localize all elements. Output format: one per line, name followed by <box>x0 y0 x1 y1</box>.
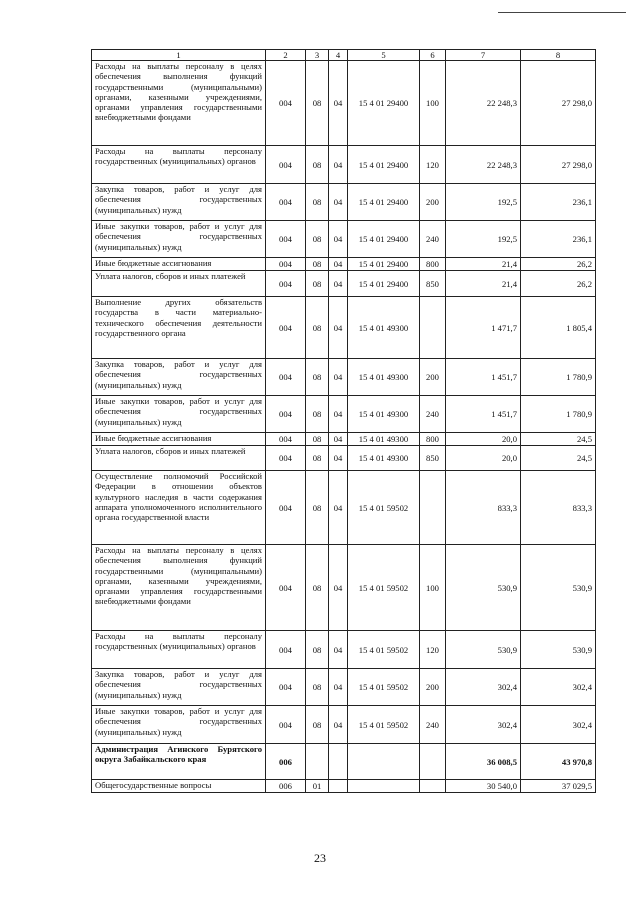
amount-col-7: 22 248,3 <box>446 61 521 146</box>
amount-col-7: 192,5 <box>446 184 521 221</box>
section-code: 01 <box>306 780 329 793</box>
section-code: 08 <box>306 271 329 297</box>
amount-col-7: 22 248,3 <box>446 146 521 184</box>
section-code: 08 <box>306 146 329 184</box>
section-code: 08 <box>306 359 329 396</box>
department-code: 004 <box>266 706 306 744</box>
table-row <box>92 631 596 669</box>
amount-col-8: 833,3 <box>521 471 596 545</box>
amount-col-7: 36 008,5 <box>446 744 521 780</box>
amount-col-8: 302,4 <box>521 706 596 744</box>
amount-col-8: 236,1 <box>521 184 596 221</box>
target-article-code: 15 4 01 29400 <box>348 271 420 297</box>
table-row <box>92 669 596 706</box>
section-code: 08 <box>306 221 329 258</box>
expense-name: Расходы на выплаты персоналу государственных (муниципальных) органов <box>92 146 266 184</box>
subsection-code: 04 <box>329 221 348 258</box>
table-row <box>92 359 596 396</box>
expense-name: Уплата налогов, сборов и иных платежей <box>92 271 266 297</box>
expense-name: Расходы на выплаты персоналу государственных (муниципальных) органов <box>92 631 266 669</box>
subsection-code <box>329 744 348 780</box>
header-col-6: 6 <box>420 50 446 61</box>
department-code: 006 <box>266 744 306 780</box>
section-code: 08 <box>306 258 329 271</box>
target-article-code: 15 4 01 49300 <box>348 359 420 396</box>
department-code: 004 <box>266 221 306 258</box>
subsection-code: 04 <box>329 396 348 433</box>
amount-col-7: 530,9 <box>446 545 521 631</box>
target-article-code: 15 4 01 59502 <box>348 631 420 669</box>
amount-col-8: 26,2 <box>521 271 596 297</box>
department-code: 004 <box>266 359 306 396</box>
expense-name: Иные закупки товаров, работ и услуг для обеспечения государственных (муниципальных) нужд <box>92 396 266 433</box>
department-code: 004 <box>266 545 306 631</box>
target-article-code: 15 4 01 29400 <box>348 61 420 146</box>
table-row <box>92 545 596 631</box>
expense-name: Расходы на выплаты персоналу в целях обеспечения выполнения функций государственными (муниципальными) органами, казенными учреждениями, органами управления государственными внебюджетными фондами <box>92 61 266 146</box>
table-row <box>92 221 596 258</box>
subsection-code: 04 <box>329 271 348 297</box>
target-article-code: 15 4 01 29400 <box>348 146 420 184</box>
expense-type-code: 200 <box>420 669 446 706</box>
expense-type-code: 850 <box>420 446 446 471</box>
subsection-code: 04 <box>329 471 348 545</box>
table-row <box>92 446 596 471</box>
department-code: 004 <box>266 297 306 359</box>
department-code: 004 <box>266 471 306 545</box>
target-article-code: 15 4 01 59502 <box>348 669 420 706</box>
expense-type-code: 800 <box>420 258 446 271</box>
amount-col-7: 833,3 <box>446 471 521 545</box>
target-article-code: 15 4 01 29400 <box>348 184 420 221</box>
section-code: 08 <box>306 184 329 221</box>
amount-col-7: 1 451,7 <box>446 396 521 433</box>
amount-col-7: 20,0 <box>446 446 521 471</box>
expense-type-code <box>420 780 446 793</box>
expense-name: Иные закупки товаров, работ и услуг для обеспечения государственных (муниципальных) нужд <box>92 221 266 258</box>
table-row <box>92 706 596 744</box>
amount-col-8: 1 780,9 <box>521 396 596 433</box>
expense-name: Иные бюджетные ассигнования <box>92 258 266 271</box>
department-code: 004 <box>266 258 306 271</box>
subsection-code: 04 <box>329 146 348 184</box>
department-code: 004 <box>266 61 306 146</box>
section-code: 08 <box>306 471 329 545</box>
expense-type-code: 200 <box>420 184 446 221</box>
subsection-code: 04 <box>329 631 348 669</box>
expense-name: Администрация Агинского Бурятского округа Забайкальского края <box>92 744 266 780</box>
amount-col-8: 236,1 <box>521 221 596 258</box>
amount-col-7: 21,4 <box>446 258 521 271</box>
section-code: 08 <box>306 545 329 631</box>
header-col-7: 7 <box>446 50 521 61</box>
department-code: 006 <box>266 780 306 793</box>
subsection-code: 04 <box>329 184 348 221</box>
section-code: 08 <box>306 433 329 446</box>
subsection-code: 04 <box>329 446 348 471</box>
expense-type-code: 120 <box>420 631 446 669</box>
target-article-code: 15 4 01 59502 <box>348 706 420 744</box>
amount-col-8: 43 970,8 <box>521 744 596 780</box>
target-article-code: 15 4 01 49300 <box>348 297 420 359</box>
header-col-2: 2 <box>266 50 306 61</box>
amount-col-8: 24,5 <box>521 433 596 446</box>
table-row <box>92 258 596 271</box>
department-code: 004 <box>266 146 306 184</box>
amount-col-7: 20,0 <box>446 433 521 446</box>
table-row <box>92 271 596 297</box>
expense-type-code: 240 <box>420 706 446 744</box>
amount-col-7: 21,4 <box>446 271 521 297</box>
target-article-code <box>348 744 420 780</box>
expense-name: Уплата налогов, сборов и иных платежей <box>92 446 266 471</box>
subsection-code: 04 <box>329 258 348 271</box>
section-code: 08 <box>306 297 329 359</box>
expense-name: Закупка товаров, работ и услуг для обеспечения государственных (муниципальных) нужд <box>92 359 266 396</box>
amount-col-7: 192,5 <box>446 221 521 258</box>
amount-col-8: 530,9 <box>521 631 596 669</box>
subsection-code: 04 <box>329 669 348 706</box>
header-col-5: 5 <box>348 50 420 61</box>
budget-table <box>91 49 596 793</box>
target-article-code: 15 4 01 59502 <box>348 545 420 631</box>
department-code: 004 <box>266 271 306 297</box>
expense-type-code <box>420 744 446 780</box>
expense-type-code: 850 <box>420 271 446 297</box>
target-article-code <box>348 780 420 793</box>
subsection-code: 04 <box>329 359 348 396</box>
page-number: 23 <box>314 851 326 865</box>
expense-type-code: 200 <box>420 359 446 396</box>
expense-type-code <box>420 471 446 545</box>
section-code: 08 <box>306 706 329 744</box>
expense-type-code: 120 <box>420 146 446 184</box>
amount-col-7: 530,9 <box>446 631 521 669</box>
department-code: 004 <box>266 433 306 446</box>
subsection-code <box>329 780 348 793</box>
expense-name: Иные бюджетные ассигнования <box>92 433 266 446</box>
amount-col-8: 26,2 <box>521 258 596 271</box>
amount-col-8: 1 780,9 <box>521 359 596 396</box>
department-code: 004 <box>266 446 306 471</box>
table-row <box>92 744 596 780</box>
expense-name: Расходы на выплаты персоналу в целях обеспечения выполнения функций государственными (муниципальными) органами, казенными учреждениями, органами управления государственными внебюджетными фондами <box>92 545 266 631</box>
target-article-code: 15 4 01 49300 <box>348 396 420 433</box>
amount-col-7: 302,4 <box>446 706 521 744</box>
table-row <box>92 146 596 184</box>
subsection-code: 04 <box>329 545 348 631</box>
amount-col-8: 530,9 <box>521 545 596 631</box>
amount-col-7: 1 471,7 <box>446 297 521 359</box>
department-code: 004 <box>266 631 306 669</box>
amount-col-7: 302,4 <box>446 669 521 706</box>
expense-name: Закупка товаров, работ и услуг для обеспечения государственных (муниципальных) нужд <box>92 184 266 221</box>
expense-name: Выполнение других обязательств государства в части материально-технического обеспечения деятельности государственного органа <box>92 297 266 359</box>
section-code: 08 <box>306 669 329 706</box>
top-rule <box>498 12 626 13</box>
table-row <box>92 780 596 793</box>
target-article-code: 15 4 01 49300 <box>348 446 420 471</box>
table-row <box>92 184 596 221</box>
subsection-code: 04 <box>329 433 348 446</box>
department-code: 004 <box>266 669 306 706</box>
expense-type-code: 100 <box>420 545 446 631</box>
expense-name: Закупка товаров, работ и услуг для обеспечения государственных (муниципальных) нужд <box>92 669 266 706</box>
section-code: 08 <box>306 446 329 471</box>
subsection-code: 04 <box>329 297 348 359</box>
table-row <box>92 396 596 433</box>
section-code: 08 <box>306 631 329 669</box>
section-code: 08 <box>306 396 329 433</box>
department-code: 004 <box>266 184 306 221</box>
section-code: 08 <box>306 61 329 146</box>
expense-type-code: 240 <box>420 396 446 433</box>
subsection-code: 04 <box>329 61 348 146</box>
header-row <box>92 50 596 61</box>
target-article-code: 15 4 01 59502 <box>348 471 420 545</box>
amount-col-7: 1 451,7 <box>446 359 521 396</box>
expense-name: Иные закупки товаров, работ и услуг для обеспечения государственных (муниципальных) нужд <box>92 706 266 744</box>
amount-col-8: 24,5 <box>521 446 596 471</box>
target-article-code: 15 4 01 49300 <box>348 433 420 446</box>
expense-name: Осуществление полномочий Российской Федерации в отношении объектов культурного наследия в части содержания аппарата уполномоченного исполнительного органа государственной власти <box>92 471 266 545</box>
header-col-1: 1 <box>92 50 266 61</box>
expense-type-code: 800 <box>420 433 446 446</box>
expense-type-code: 240 <box>420 221 446 258</box>
amount-col-8: 27 298,0 <box>521 61 596 146</box>
header-col-4: 4 <box>329 50 348 61</box>
subsection-code: 04 <box>329 706 348 744</box>
table-row <box>92 433 596 446</box>
department-code: 004 <box>266 396 306 433</box>
amount-col-8: 27 298,0 <box>521 146 596 184</box>
header-col-8: 8 <box>521 50 596 61</box>
amount-col-7: 30 540,0 <box>446 780 521 793</box>
expense-type-code <box>420 297 446 359</box>
section-code <box>306 744 329 780</box>
amount-col-8: 302,4 <box>521 669 596 706</box>
expense-name: Общегосударственные вопросы <box>92 780 266 793</box>
header-col-3: 3 <box>306 50 329 61</box>
table-row <box>92 471 596 545</box>
table-row <box>92 297 596 359</box>
target-article-code: 15 4 01 29400 <box>348 258 420 271</box>
table-row <box>92 61 596 146</box>
target-article-code: 15 4 01 29400 <box>348 221 420 258</box>
amount-col-8: 1 805,4 <box>521 297 596 359</box>
amount-col-8: 37 029,5 <box>521 780 596 793</box>
expense-type-code: 100 <box>420 61 446 146</box>
